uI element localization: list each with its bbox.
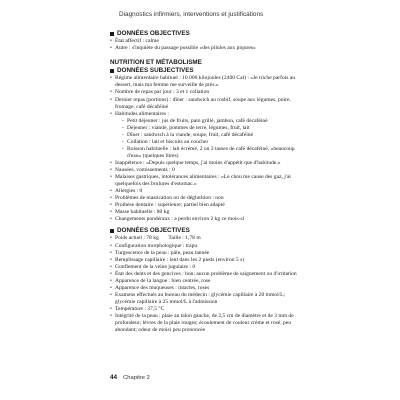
section-heading-label: DONNÉES SUBJECTIVES — [117, 67, 194, 75]
list-item: • Prothèse dentaire : supérieure; partiel bien adapté — [110, 202, 306, 209]
list-item: • Habitudes alimentaires : — [110, 111, 306, 118]
sub-list-item: - Déjeuner : viande, pommes de terre, légumes, fruit, lait — [110, 125, 306, 132]
list-item: • Nombre de repas par jour : 3 et 1 collation — [110, 89, 306, 96]
list-item: • Remplissage capillaire : lent dans les 2 pieds (environ 5 s) — [110, 257, 306, 264]
list-item: • Gonflement de la veine jugulaire : 0 — [110, 264, 306, 271]
section-heading-label: DONNÉES OBJECTIVES — [117, 30, 190, 37]
square-bullet-icon — [110, 32, 114, 36]
page-number: 44 — [110, 374, 118, 381]
section-heading-objective-1 — [110, 30, 306, 38]
list-item: • État affectif : calme — [110, 38, 306, 45]
list-item: • Nausées, vomissements : 0 — [110, 167, 306, 174]
list-item: • Turgescence de la peau : pâle, peau tannée — [110, 250, 306, 257]
list-item: • État des dents et des gencives : bon; aucun problème de saignement ou d'irritation — [110, 271, 306, 278]
list-item: • Intégrité de la peau : plaie au talon gauche, de 2,5 cm de diamètre et de 3 mm de profondeur; lèvres de la plaie rouges; écoulement de couleur crème et rosé, peu abondant; odeur de moisi peu prononcée — [110, 313, 306, 334]
list-item: • Apparence des muqueuses : intactes, roses — [110, 285, 306, 292]
list-item: • Dernier repas (portions) : dîner : sandwich au rosbif, soupe aux légumes, poire, fromage, café décaféiné — [110, 97, 306, 111]
list-item: • Changements pondéraux : a perdu environ 2 kg ce mois-ci — [110, 216, 306, 223]
list-item: • Examens effectués au bureau du médecin : glycémie capillaire à 20 mmol/L; glycémie capillaire à 25 mmol/L à l'admission — [110, 292, 306, 306]
chapter-label: Chapitre 2 — [123, 375, 150, 381]
sub-list-item: - Collation : lait et biscuits au coucher — [110, 139, 306, 146]
section-heading-label: DONNÉES OBJECTIVES — [117, 227, 190, 235]
running-head: Diagnostics infirmiers, interventions et justifications — [119, 11, 264, 18]
list-item: • Température : 37,5 °C — [110, 306, 306, 313]
list-item: • Configuration morphologique : trapu — [110, 243, 306, 250]
section-title: NUTRITION ET MÉTABOLISME — [110, 59, 202, 67]
page-footer — [110, 374, 150, 381]
sub-list-item: - Boisson habituelle : lait écrémé, 2 ou 3 tasses de café décaféiné, «beaucoup d'eau» (quelques litres) — [110, 146, 306, 160]
sub-list-item: - Petit déjeuner : jus de fruits, pain grillé, jambon, café décaféiné — [110, 118, 306, 125]
section-heading-objective-2 — [110, 227, 306, 235]
list-item: • Poids actuel : 78 kg Taille : 1,78 m — [110, 235, 306, 242]
list-item: • Inappétence : «Depuis quelque temps, j'ai moins d'appétit que d'habitude.» — [110, 160, 306, 167]
list-item: • Apparence de la langue : bien centrée, rose — [110, 278, 306, 285]
list-item: • Régime alimentaire habituel : 10 000 kilojoules (2400 Cal) : «Je triche parfois au dessert, mais ma femme me surveille de près.» — [110, 75, 306, 89]
square-bullet-icon — [110, 69, 114, 73]
sub-list-item: - Dîner : sandwich à la viande, soupe, fruit, café décaféiné — [110, 132, 306, 139]
list-item: • Allergies : 0 — [110, 188, 306, 195]
list-item: • Autre : s'inquiète du passage possible «des pilules aux piqures» — [110, 45, 306, 52]
list-item: • Problèmes de mastication ou de déglutition : non — [110, 195, 306, 202]
square-bullet-icon — [110, 229, 114, 233]
page-body — [110, 30, 306, 334]
list-item: • Masse habituelle : 80 kg — [110, 209, 306, 216]
list-item: • Malaises gastriques, intolérances alimentaires : «Le chou me cause des gaz, j'ai quelquefois des brulures d'estomac.» — [110, 174, 306, 188]
